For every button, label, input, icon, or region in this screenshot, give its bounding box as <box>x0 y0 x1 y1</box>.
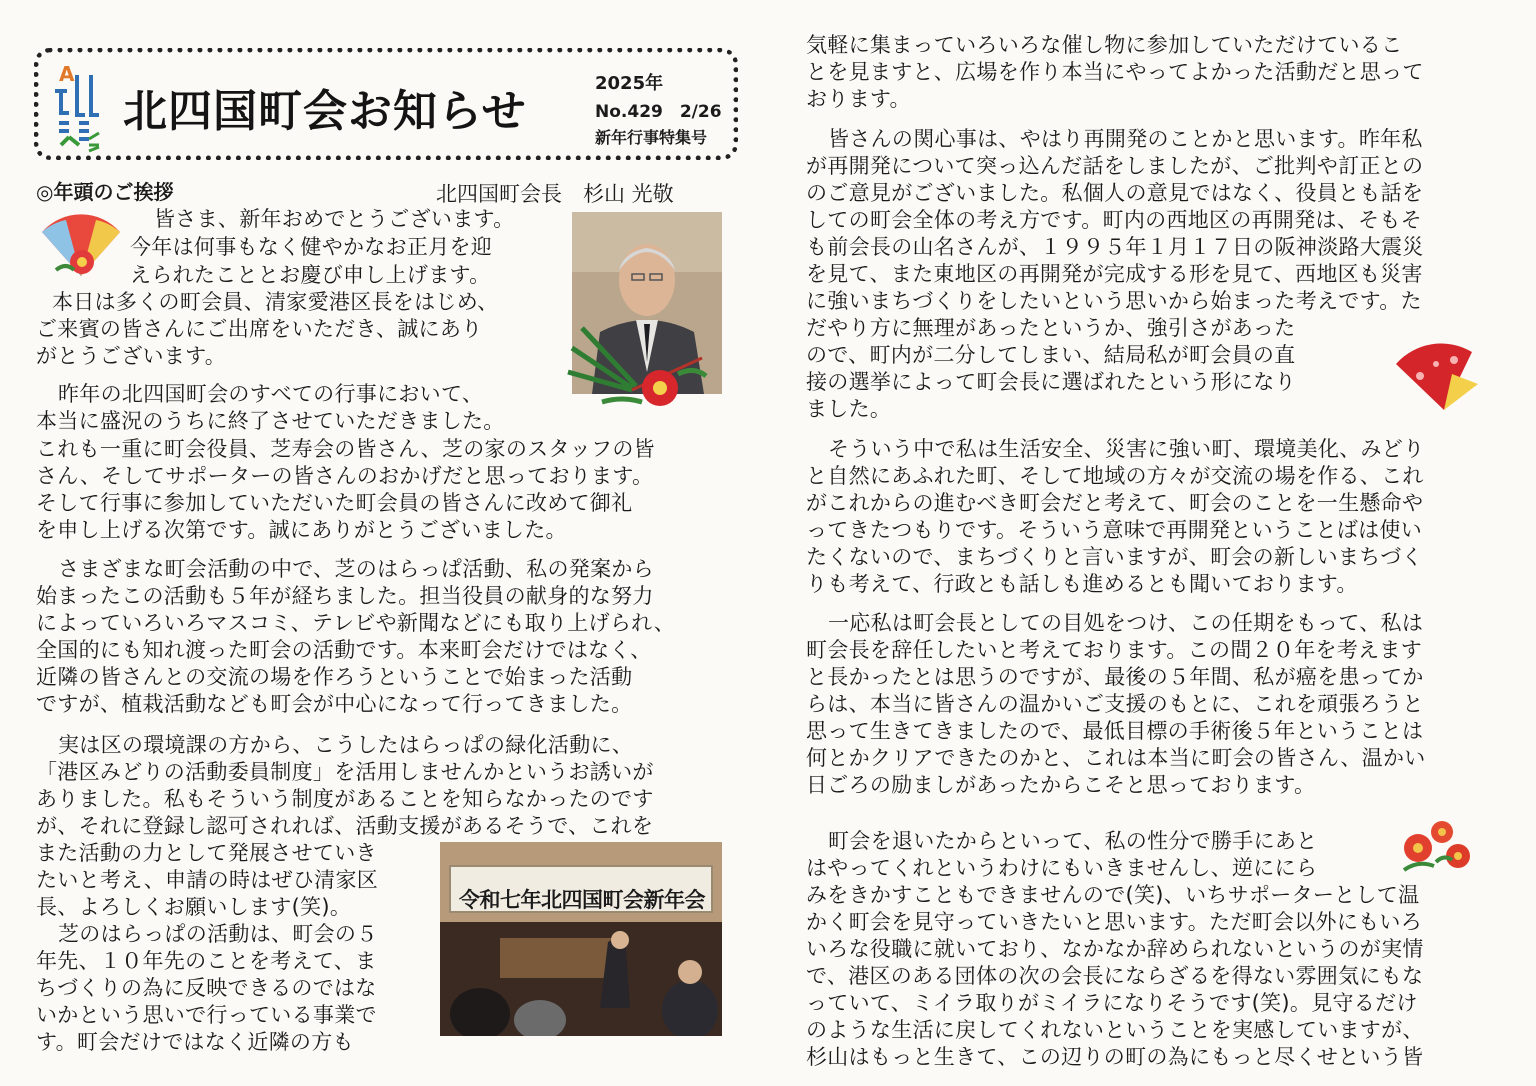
issue-number-date: No.429 2/26 <box>595 102 722 122</box>
camellia-flower-icon <box>1396 818 1478 878</box>
masthead <box>34 48 738 160</box>
text-line: のような生活に戻してくれないということを実感していますが、 <box>806 1018 1424 1042</box>
text-line: 本当に盛況のうちに終了させていただきました。 <box>36 409 505 433</box>
text-line: 昨年の北四国町会のすべての行事において、 <box>58 382 484 406</box>
text-line: 接の選挙によって町会長に選ばれたという形になり <box>806 370 1296 394</box>
text-line: 長、よろしくお願いします(笑)。 <box>36 895 352 919</box>
red-fan-icon <box>1392 340 1484 414</box>
new-year-party-photo <box>440 842 722 1036</box>
text-line: と長かったとは思うのですが、最後の５年間、私が癌を患ってか <box>806 665 1424 689</box>
issue-info <box>595 69 722 148</box>
text-line: 実は区の環境課の方から、こうしたはらっぱの緑化活動に、 <box>58 733 634 757</box>
text-line: いかという思いで行っている事業で <box>36 1003 377 1027</box>
text-line: が、それに登録し認可されれば、活動支援があるそうで、これを <box>36 814 654 838</box>
text-line: 町会長を辞任したいと考えております。この間２０年を考えます <box>806 638 1423 662</box>
text-line: だやり方に無理があったというか、強引さがあった <box>806 316 1296 340</box>
text-line: を見て、また東地区の再開発が完成する形を見て、西地区も災害 <box>806 262 1423 286</box>
text-line: に強いまちづくりをしたいという思いから始まった考えです。た <box>806 289 1422 313</box>
text-line: しての町会全体の考え方です。町内の西地区の再開発は、そもそ <box>806 208 1423 232</box>
issue-special: 新年行事特集号 <box>595 128 708 147</box>
text-line: がとうございます。 <box>36 344 227 368</box>
svg-text:A: A <box>59 62 75 86</box>
issue-year: 2025年 <box>595 73 664 94</box>
text-line: のご意見がございました。私個人の意見ではなく、役員とも話を <box>806 181 1424 205</box>
text-line: 何とかクリアできたのかと、これは本当に町会の皆さん、温かい <box>806 746 1426 770</box>
text-line: 本日は多くの町会員、清家愛港区長をはじめ、 <box>52 290 499 314</box>
newsletter-title: 北四国町会お知らせ <box>123 86 527 137</box>
text-line: とを見ますと、広場を作り本当にやってよかった活動だと思って <box>806 60 1424 84</box>
text-line: さん、そしてサポーターの皆さんのおかげだと思っております。 <box>36 464 654 488</box>
party-banner-text: 令和七年北四国町会新年会 <box>459 887 705 912</box>
text-line: ありました。私もそういう制度があることを知らなかったのです <box>36 787 654 811</box>
text-line: ました。 <box>806 397 892 421</box>
text-line: 芝のはらっぱの活動は、町会の５ <box>58 922 378 946</box>
text-line: ご来賓の皆さんにご出席をいただき、誠にあり <box>36 317 483 341</box>
text-line: によっていろいろマスコミ、テレビや新聞などにも取り上げられ、 <box>36 611 675 635</box>
text-line: 気軽に集まっていろいろな催し物に参加していただけているこ <box>806 33 1403 57</box>
text-line: 一応私は町会長としての目処をつけ、この任期をもって、私は <box>828 611 1424 635</box>
text-line: ので、町内が二分してしまい、結局私が町会員の直 <box>806 343 1296 367</box>
text-line: 「港区みどりの活動委員制度」を活用しませんかというお誘いが <box>36 760 654 784</box>
pine-camellia-decoration <box>562 318 732 418</box>
folding-fan-icon <box>36 212 126 286</box>
text-line: また活動の力として発展させていき <box>36 841 377 865</box>
text-line: が再開発について突っ込んだ話をしましたが、ご批判や訂正との <box>806 154 1424 178</box>
text-line: ってきたつもりです。そういう意味で再開発ということばは使い <box>806 518 1423 542</box>
text-line: ちづくりの為に反映できるのではな <box>36 976 377 1000</box>
article-author: 北四国町会長 杉山 光敬 <box>436 182 674 206</box>
text-line: す。町会だけではなく近隣の方も <box>36 1030 354 1054</box>
text-line: 年先、１０年先のことを考えて、ま <box>36 949 377 973</box>
text-line: 杉山はもっと生きて、この辺りの町の為にもっと尽くせという皆 <box>806 1045 1424 1069</box>
article-heading: ◎年頭のご挨拶 <box>36 180 174 204</box>
text-line: ですが、植栽活動なども町会が中心になって行ってきました。 <box>36 692 633 716</box>
text-line: を申し上げる次第です。誠にありがとうございました。 <box>36 518 567 542</box>
text-line: 思って生きてきましたので、最低目標の手術後５年ということは <box>806 719 1424 743</box>
text-line: りも考えて、行政とも話しも進めるとも聞いております。 <box>806 572 1358 596</box>
text-line: みをきかすこともできませんので(笑)、いちサポーターとして温 <box>806 883 1420 907</box>
text-line: 近隣の皆さんとの交流の場を作ろうということで始まった活動 <box>36 665 633 689</box>
text-line: も前会長の山名さんが、１９９５年１月１７日の阪神淡路大震災 <box>806 235 1424 259</box>
text-line: これも一重に町会役員、芝寿会の皆さん、芝の家のスタッフの皆 <box>36 437 655 461</box>
text-line: はやってくれというわけにもいきませんし、逆ににら <box>806 856 1318 880</box>
text-line: おります。 <box>806 87 911 111</box>
text-line: 日ごろの励ましがあったからこそと思っております。 <box>806 773 1316 797</box>
text-line: 町会を退いたからといって、私の性分で勝手にあと <box>828 829 1318 853</box>
text-line: らは、本当に皆さんの温かいご支援のもとに、これを頑張ろうと <box>806 692 1424 716</box>
text-line: で、港区のある団体の次の会長にならざるを得ない雰囲気にもな <box>806 964 1424 988</box>
text-line: がこれからの進むべき町会だと考えて、町会のことを一生懸命や <box>806 491 1424 515</box>
text-line: 全国的にも知れ渡った町会の活動です。本来町会だけではなく、 <box>36 638 652 662</box>
text-line: そして行事に参加していただいた町会員の皆さんに改めて御礼 <box>36 491 633 515</box>
text-line: 今年は何事もなく健やかなお正月を迎 <box>130 235 493 259</box>
text-line: 始まったこの活動も５年が経ちました。担当役員の献身的な努力 <box>36 584 654 608</box>
text-line: そういう中で私は生活安全、災害に強い町、環境美化、みどり <box>828 437 1425 461</box>
text-line: たくないので、まちづくりと言いますが、町会の新しいまちづく <box>806 545 1423 569</box>
text-line: さまざまな町会活動の中で、芝のはらっぱ活動、私の発案から <box>58 557 654 581</box>
text-line: 皆さま、新年おめでとうございます。 <box>154 207 515 231</box>
text-line: たいと考え、申請の時はぜひ清家区 <box>36 868 379 892</box>
text-line: と自然にあふれた町、そして地域の方々が交流の場を作る、これ <box>806 464 1424 488</box>
text-line: えられたこととお慶び申し上げます。 <box>130 263 491 287</box>
text-line: 皆さんの関心事は、やはり再開発のことかと思います。昨年私 <box>828 127 1423 151</box>
text-line: いろな役職に就いており、なかなか辞められないというのが実情 <box>806 937 1424 961</box>
text-line: かく町会を見守っていきたいと思います。ただ町会以外にもいろ <box>806 910 1423 934</box>
text-line: っていて、ミイラ取りがミイラになりそうです(笑)。見守るだけ <box>806 991 1418 1015</box>
town-logo <box>51 61 109 153</box>
